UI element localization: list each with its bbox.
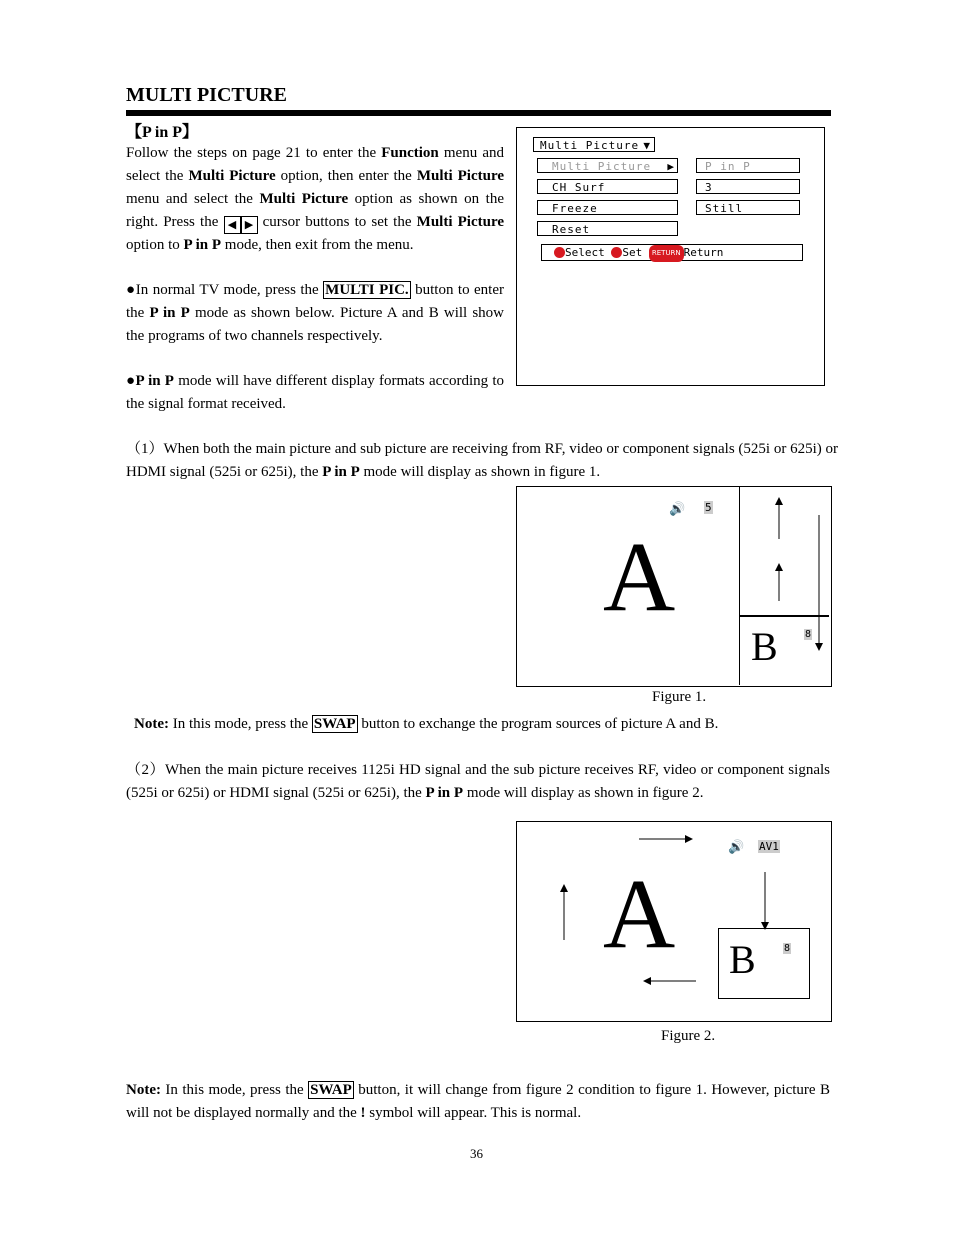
figure1 <box>516 486 832 687</box>
intro-paragraph: Follow the steps on page 21 to enter the Function menu and select the Multi Picture option, then enter the Multi Picture menu and select the Multi Picture option as shown on the right. Press the ◀ ▶ cursor buttons to set the Multi Picture option to P in P mode, then exit from the menu. <box>126 145 505 253</box>
case2-text: （2）When the main picture receives 1125i HD signal and the sub picture receives RF, video or component signals (525i or 625i) or HDMI signal (525i or 625i), the P in P mode will display as shown in figure 2. <box>126 762 830 801</box>
return-badge: RETURN <box>649 245 684 262</box>
picture-b-label: B <box>729 937 756 982</box>
menu-value-multi-picture: P in P <box>696 158 800 173</box>
bullet-normal-tv: ●In normal TV mode, press the MULTI PIC. button to enter the P in P mode as shown below. Picture A and B will show the programs of two channels respectively. <box>126 282 505 344</box>
swap-key: SWAP <box>313 716 356 732</box>
page-title: MULTI PICTURE <box>126 84 287 106</box>
section-heading: 【P in P】 <box>126 124 199 141</box>
menu-item-ch-surf[interactable]: CH Surf <box>537 179 678 194</box>
swap-key: SWAP <box>310 1082 352 1098</box>
right-cursor-key: ▶ <box>241 216 258 234</box>
sub-channel-number: 8 <box>784 943 791 954</box>
note1: Note: In this mode, press the SWAP button to exchange the program sources of picture A and B. <box>134 716 719 732</box>
right-arrow-icon: ▶ <box>667 160 675 173</box>
figure1-arrows <box>739 487 831 687</box>
set-icon <box>611 247 622 258</box>
picture-b-label: B <box>751 624 778 669</box>
figure2-caption: Figure 2. <box>661 1028 716 1044</box>
multi-pic-key: MULTI PIC. <box>325 282 409 298</box>
bullet-display-formats: ●P in P mode will have different display formats according to the signal format received. <box>126 373 505 412</box>
speaker-icon: 🔊 <box>728 839 745 854</box>
menu-value-ch-surf: 3 <box>696 179 800 194</box>
multi-picture-menu <box>516 127 825 386</box>
title-divider <box>126 110 831 116</box>
channel-number: 5 <box>705 501 712 514</box>
menu-item-multi-picture[interactable]: Multi Picture ▶ <box>537 158 678 173</box>
bullet-icon: ● <box>126 282 136 298</box>
channel-label: AV1 <box>759 840 779 853</box>
menu-item-freeze[interactable]: Freeze <box>537 200 678 215</box>
menu-title: Multi Picture ▼ <box>533 137 655 152</box>
menu-value-freeze: Still <box>696 200 800 215</box>
note2: Note: In this mode, press the SWAP button, it will change from figure 2 condition to figure 1. However, picture B will not be displayed normally and the ! symbol will appear. This is normal. <box>126 1082 830 1121</box>
case1-text: （1）When both the main picture and sub picture are receiving from RF, video or component signals (525i or 625i) or HDMI signal (525i or 625i), the P in P mode will display as shown in figure 1. <box>126 441 838 480</box>
figure2 <box>516 821 832 1022</box>
left-cursor-key: ◀ <box>224 216 241 234</box>
picture-a-label: A <box>603 858 676 969</box>
menu-hint-bar: Select Set RETURN Return <box>541 244 803 261</box>
menu-item-reset[interactable]: Reset <box>537 221 678 236</box>
page-number: 36 <box>470 1146 483 1161</box>
figure2-arrows <box>517 822 831 1021</box>
speaker-icon: 🔊 <box>669 501 686 516</box>
figure1-caption: Figure 1. <box>652 689 707 705</box>
select-icon <box>554 247 565 258</box>
picture-a-label: A <box>603 521 676 632</box>
bullet-icon: ● <box>126 373 136 389</box>
sub-channel-number: 8 <box>805 629 812 640</box>
dropdown-arrow-icon: ▼ <box>643 139 651 152</box>
